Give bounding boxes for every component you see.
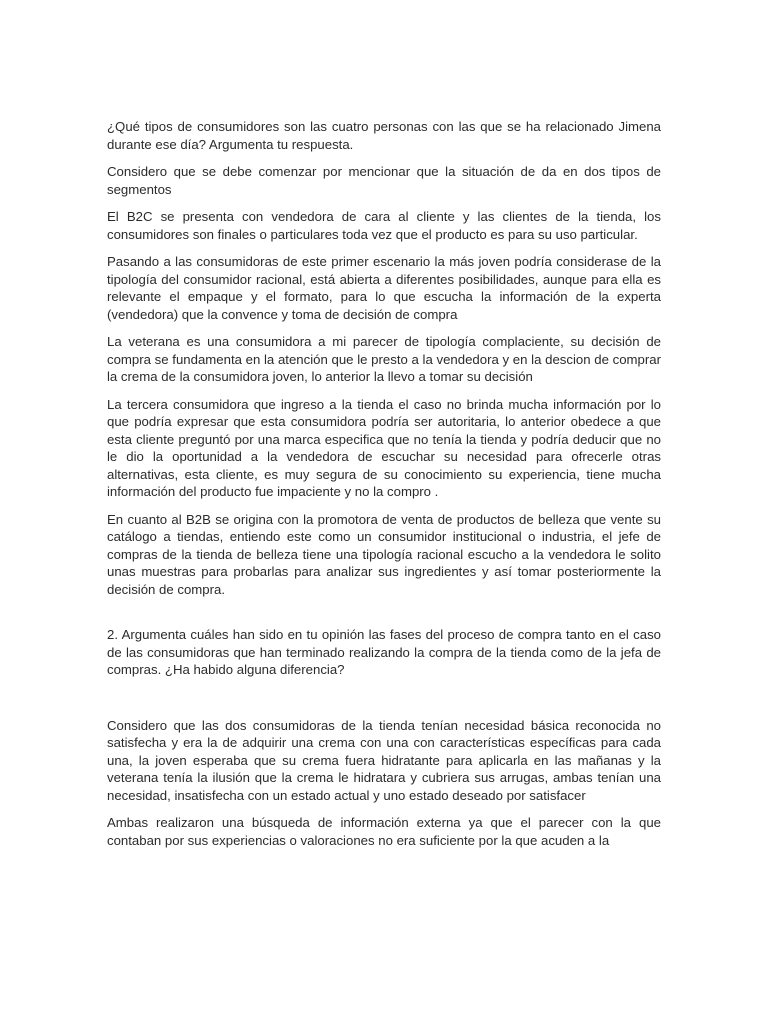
search-answer-paragraph: Ambas realizaron una búsqueda de información externa ya que el parecer con la que contaban por sus experiencias o valoraciones no era suficiente por la que acuden a la — [107, 815, 661, 848]
needs-answer-paragraph: Considero que las dos consumidoras de la tienda tenían necesidad básica reconocida no satisfecha y era la de adquirir una crema con una con características específicas para cada una, la joven esperaba que su crema fuera hidratante para aplicarla en las mañanas y la veterana tenía la ilusión que la crema le hidratara y cubriera sus arrugas, ambas tenían una necesidad, insatisfecha con un estado actual y uno estado deseado por satisfacer — [107, 717, 661, 803]
veteran-consumer-paragraph: La veterana es una consumidora a mi parecer de tipología complaciente, su decisión de compra se fundamenta en la atención que le presto a la vendedora y en la descion de comprar la crema de la consumidora joven, lo anterior la llevo a tomar su decisión — [107, 334, 661, 384]
intro-answer-paragraph: Considero que se debe comenzar por mencionar que la situación de da en dos tipos de segmentos — [107, 164, 661, 197]
document-body — [107, 118, 661, 859]
young-consumer-paragraph: Pasando a las consumidoras de este primer escenario la más joven podría considerase de la tipología del consumidor racional, está abierta a diferentes posibilidades, aunque para ella es relevante el empaque y el formato, para lo que escucha la información de la experta (vendedora) que la convence y toma de decisión de compra — [107, 254, 661, 322]
third-consumer-paragraph: La tercera consumidora que ingreso a la tienda el caso no brinda mucha información por lo que podría expresar que esta consumidora podría ser autoritaria, lo anterior obedece a que esta cliente preguntó por una marca especifica que no tenía la tienda y podría deducir que no le dio la oportunidad a la vendedora de escuchar su necesidad para ofrecerle otras alternativas, esta cliente, es muy segura de su conocimiento su experiencia, tiene mucha información del producto fue impaciente y no la compro . — [107, 396, 661, 499]
b2b-paragraph: En cuanto al B2B se origina con la promotora de venta de productos de belleza que vente su catálogo a tiendas, entiendo este como un consumidor institucional o industria, el jefe de compras de la tienda de belleza tiene una tipología racional escucho a la vendedora le solito unas muestras para probarlas para analizar sus ingredientes y así tomar posteriormente la decisión de compra. — [107, 511, 661, 597]
question-1-paragraph: ¿Qué tipos de consumidores son las cuatro personas con las que se ha relacionado Jimena durante ese día? Argumenta tu respuesta. — [107, 119, 661, 152]
b2c-paragraph: El B2C se presenta con vendedora de cara al cliente y las clientes de la tienda, los consumidores son finales o particulares toda vez que el producto es para su uso particular. — [107, 209, 661, 242]
question-2-paragraph: 2. Argumenta cuáles han sido en tu opinión las fases del proceso de compra tanto en el caso de las consumidoras que han terminado realizando la compra de la tienda como de la jefa de compras. ¿Ha habido alguna diferencia? — [107, 627, 661, 677]
